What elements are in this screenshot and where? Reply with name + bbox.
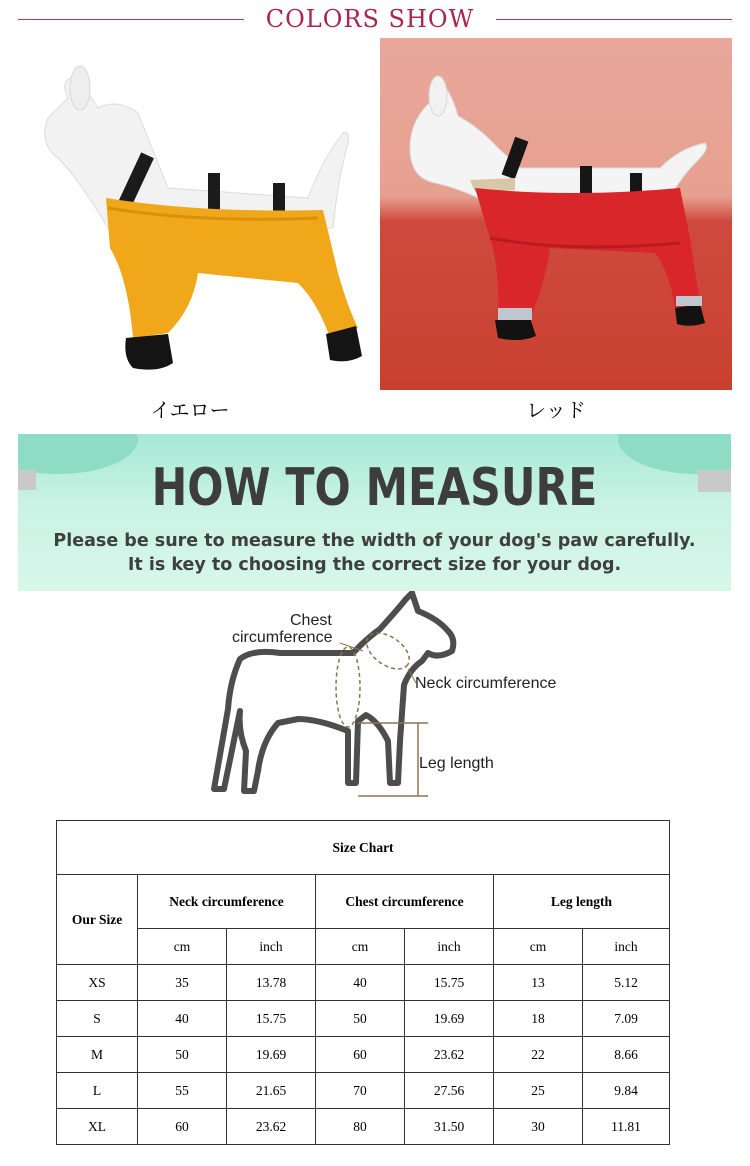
size-cell: XL [57, 1109, 138, 1145]
colors-show-header [0, 0, 750, 40]
value-cell: 18 [494, 1001, 583, 1037]
section-title: COLORS SHOW [265, 5, 475, 33]
value-cell: 15.75 [405, 965, 494, 1001]
measurement-diagram [18, 591, 731, 811]
value-cell: 60 [316, 1037, 405, 1073]
value-cell: 35 [138, 965, 227, 1001]
value-cell: 11.81 [583, 1109, 670, 1145]
value-cell: 13.78 [227, 965, 316, 1001]
our-size-header: Our Size [57, 875, 138, 965]
leg-label: Leg length [419, 755, 494, 772]
header-divider-right [496, 19, 732, 20]
value-cell: 9.84 [583, 1073, 670, 1109]
value-cell: 8.66 [583, 1037, 670, 1073]
unit-header: cm [316, 929, 405, 965]
leg-group-header: Leg length [494, 875, 670, 929]
table-row [57, 965, 670, 1001]
banner-corner-left [18, 470, 36, 490]
value-cell: 23.62 [405, 1037, 494, 1073]
size-chart-table [56, 820, 670, 1145]
value-cell: 15.75 [227, 1001, 316, 1037]
value-cell: 30 [494, 1109, 583, 1145]
size-cell: XS [57, 965, 138, 1001]
unit-header: inch [227, 929, 316, 965]
value-cell: 7.09 [583, 1001, 670, 1037]
product-photo-red [380, 38, 732, 390]
product-caption-red: レッド [526, 398, 586, 422]
value-cell: 19.69 [227, 1037, 316, 1073]
how-to-measure-banner [18, 434, 731, 591]
chest-group-header: Chest circumference [316, 875, 494, 929]
value-cell: 23.62 [227, 1109, 316, 1145]
value-cell: 50 [138, 1037, 227, 1073]
value-cell: 60 [138, 1109, 227, 1145]
neck-label: Neck circumference [415, 675, 557, 692]
value-cell: 80 [316, 1109, 405, 1145]
value-cell: 5.12 [583, 965, 670, 1001]
value-cell: 40 [316, 965, 405, 1001]
table-row [57, 1001, 670, 1037]
table-row [57, 1109, 670, 1145]
table-row [57, 1073, 670, 1109]
value-cell: 19.69 [405, 1001, 494, 1037]
value-cell: 70 [316, 1073, 405, 1109]
header-divider-left [18, 19, 244, 20]
size-cell: S [57, 1001, 138, 1037]
product-photo-yellow [18, 38, 370, 390]
unit-header: cm [494, 929, 583, 965]
size-chart-title: Size Chart [57, 821, 670, 875]
value-cell: 21.65 [227, 1073, 316, 1109]
unit-header: inch [583, 929, 670, 965]
measure-subtitle-line2: It is key to choosing the correct size for your dog. [127, 555, 622, 575]
value-cell: 22 [494, 1037, 583, 1073]
value-cell: 40 [138, 1001, 227, 1037]
value-cell: 50 [316, 1001, 405, 1037]
value-cell: 55 [138, 1073, 227, 1109]
chest-label-line1: Chest [290, 612, 332, 629]
table-row [57, 1037, 670, 1073]
value-cell: 31.50 [405, 1109, 494, 1145]
unit-header: inch [405, 929, 494, 965]
unit-header: cm [138, 929, 227, 965]
size-cell: M [57, 1037, 138, 1073]
measure-subtitle-line1: Please be sure to measure the width of your dog's paw carefully. [53, 531, 696, 551]
neck-group-header: Neck circumference [138, 875, 316, 929]
size-cell: L [57, 1073, 138, 1109]
product-caption-yellow: イエロー [150, 398, 230, 422]
value-cell: 25 [494, 1073, 583, 1109]
measure-headline: HOW TO MEASURE [151, 458, 598, 518]
banner-corner-right [698, 470, 731, 492]
value-cell: 13 [494, 965, 583, 1001]
chest-label-line2: circumference [232, 629, 333, 646]
value-cell: 27.56 [405, 1073, 494, 1109]
